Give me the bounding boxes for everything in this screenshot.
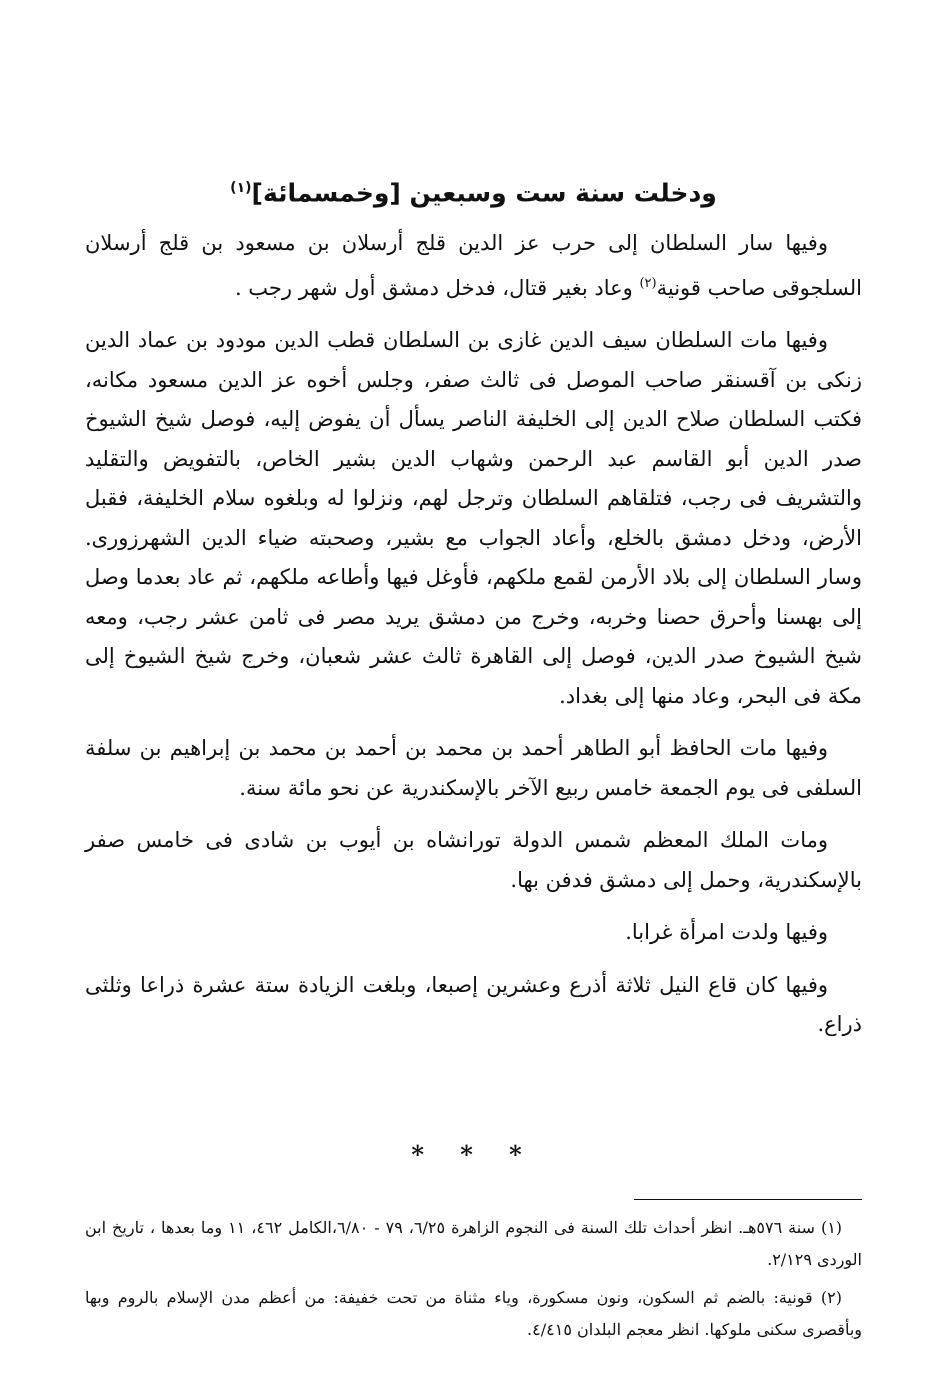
footnote: (٢) قونية: بالضم ثم السكون، ونون مسكورة، وياء مثناة من تحت خفيفة: من أعظم مدن الإسلام بالروم وبها وبأقصرى سكنى ملوكها. انظر معجم البلدان ٤/٤١٥. bbox=[85, 1288, 862, 1339]
section-heading bbox=[85, 168, 862, 213]
paragraph: ومات الملك المعظم شمس الدولة تورانشاه بن أيوب بن شادى فى خامس صفر بالإسكندرية، وحمل إلى دمشق فدفن بها. bbox=[85, 828, 862, 892]
section-separator: * * * bbox=[411, 1140, 536, 1169]
footnote: (١) سنة ٥٧٦هـ. انظر أحداث تلك السنة فى النجوم الزاهرة ٦/٢٥، ٧٩ - ٦/٨٠،الكامل ٤٦٢، ١١ وما بعدها ، تاريخ ابن الوردى ٢/١٢٩. bbox=[85, 1218, 862, 1269]
heading-footnote-ref[interactable]: (١) bbox=[230, 180, 252, 196]
section-heading-text: ودخلت سنة ست وسبعين [وخمسمائة] bbox=[251, 178, 717, 208]
book-page bbox=[85, 0, 862, 1386]
main-text bbox=[85, 224, 862, 1058]
footnote-divider bbox=[634, 1199, 862, 1200]
paragraph bbox=[85, 224, 862, 308]
paragraph: وفيها ولدت امرأة غرابا. bbox=[625, 920, 828, 944]
paragraph-text: وعاد بغير قتال، فدخل دمشق أول شهر رجب . bbox=[234, 275, 640, 300]
footnote-ref[interactable]: (٢) bbox=[639, 275, 657, 291]
paragraph-text: وفيها سار السلطان إلى حرب عز الدين قلج أرسلان بن مسعود بن قلج أرسلان السلجوقى صاحب قونية bbox=[85, 231, 862, 300]
paragraph: وفيها مات الحافظ أبو الطاهر أحمد بن محمد بن أحمد بن محمد بن إبراهيم بن سلفة السلفى فى يوم الجمعة خامس ربيع الآخر بالإسكندرية عن نحو مائة سنة. bbox=[85, 736, 862, 800]
paragraph: وفيها كان قاع النيل ثلاثة أذرع وعشرين إصبعا، وبلغت الزيادة ستة عشرة ذراعا وثلثى ذراع. bbox=[85, 972, 862, 1036]
footnotes bbox=[85, 1212, 862, 1352]
paragraph: وفيها مات السلطان سيف الدين غازى بن السلطان قطب الدين مودود بن عماد الدين زنكى بن آقسنقر صاحب الموصل فى ثالث صفر، وجلس أخوه عز الدين مسعود مكانه، فكتب السلطان صلاح الدين إلى الخليفة الناصر يسأل أن يفوض إليه، فوصل شيخ الشيوخ صدر الدين أبو القاسم عبد الرحمن وشهاب الدين بشير الخاص، بالتفويض والتقليد والتشريف فى رجب، فتلقاهم السلطان وترجل لهم، ونزلوا له وبلغوه سلام الخليفة، فقبل الأرض، ودخل دمشق بالخلع، وأعاد الجواب مع بشير، وصحبته ضياء الدين الشهرزورى. وسار السلطان إلى بلاد الأرمن لقمع ملكهم، فأوغل فيها وأطاعه ملكهم، ثم عاد بعدما وصل إلى بهسنا وأحرق حصنا وخربه، وخرج من دمشق يريد مصر فى ثامن عشر رجب، ومعه شيخ الشيوخ صدر الدين، فوصل إلى القاهرة ثالث عشر شعبان، وخرج شيخ الشيوخ إلى مكة فى البحر، وعاد منها إلى بغداد. bbox=[85, 328, 862, 708]
